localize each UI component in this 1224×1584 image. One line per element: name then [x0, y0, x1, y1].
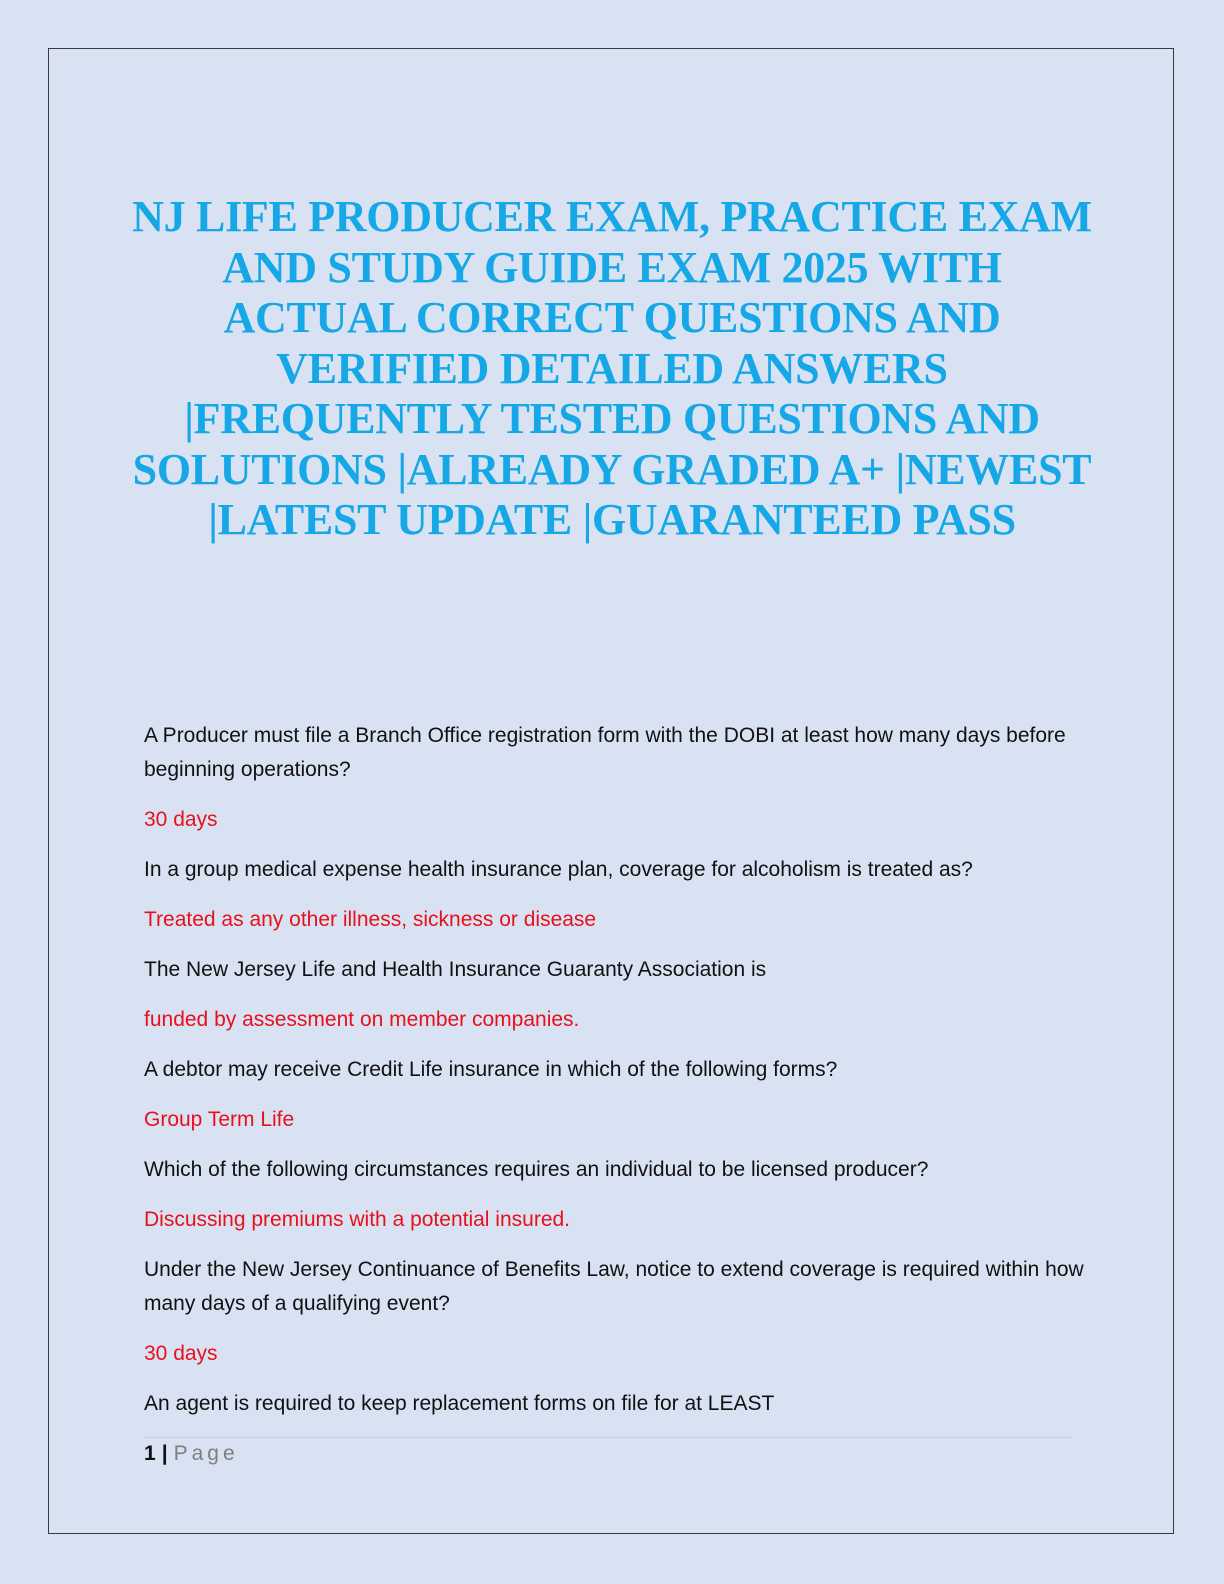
- answer-5: Discussing premiums with a potential insured.: [144, 1208, 571, 1231]
- question-6: Under the New Jersey Continuance of Benefits Law, notice to extend coverage is required within how many days of a qualifying event?: [144, 1258, 1084, 1315]
- answer-1: 30 days: [144, 808, 218, 831]
- answer-2: Treated as any other illness, sickness or disease: [144, 908, 597, 931]
- question-5: Which of the following circumstances requires an individual to be licensed producer?: [144, 1158, 929, 1181]
- qa-list: [144, 719, 1084, 1437]
- question-4: A debtor may receive Credit Life insurance in which of the following forms?: [144, 1058, 838, 1081]
- page-number: 1: [144, 1442, 156, 1465]
- question-7: An agent is required to keep replacement forms on file for at LEAST: [144, 1392, 775, 1415]
- answer-3: funded by assessment on member companies.: [144, 1008, 580, 1031]
- footer-rule: [144, 1437, 1072, 1438]
- page-footer: [144, 1440, 239, 1468]
- page-label: Page: [173, 1442, 239, 1465]
- footer-separator: |: [161, 1442, 168, 1465]
- answer-4: Group Term Life: [144, 1108, 295, 1131]
- question-3: The New Jersey Life and Health Insurance Guaranty Association is: [144, 958, 767, 981]
- question-1: A Producer must file a Branch Office registration form with the DOBI at least how many days before beginning operations?: [144, 724, 1066, 781]
- document-title: NJ LIFE PRODUCER EXAM, PRACTICE EXAM AND STUDY GUIDE EXAM 2025 WITH ACTUAL CORRECT QUESTIONS AND VERIFIED DETAILED ANSWERS |FREQUENTLY TESTED QUESTIONS AND SOLUTIONS |ALREADY GRADED A+ |NEWEST |LATEST UPDATE |GUARANTEED PASS: [132, 192, 1092, 544]
- question-2: In a group medical expense health insurance plan, coverage for alcoholism is treated as?: [144, 858, 973, 881]
- answer-6: 30 days: [144, 1342, 218, 1365]
